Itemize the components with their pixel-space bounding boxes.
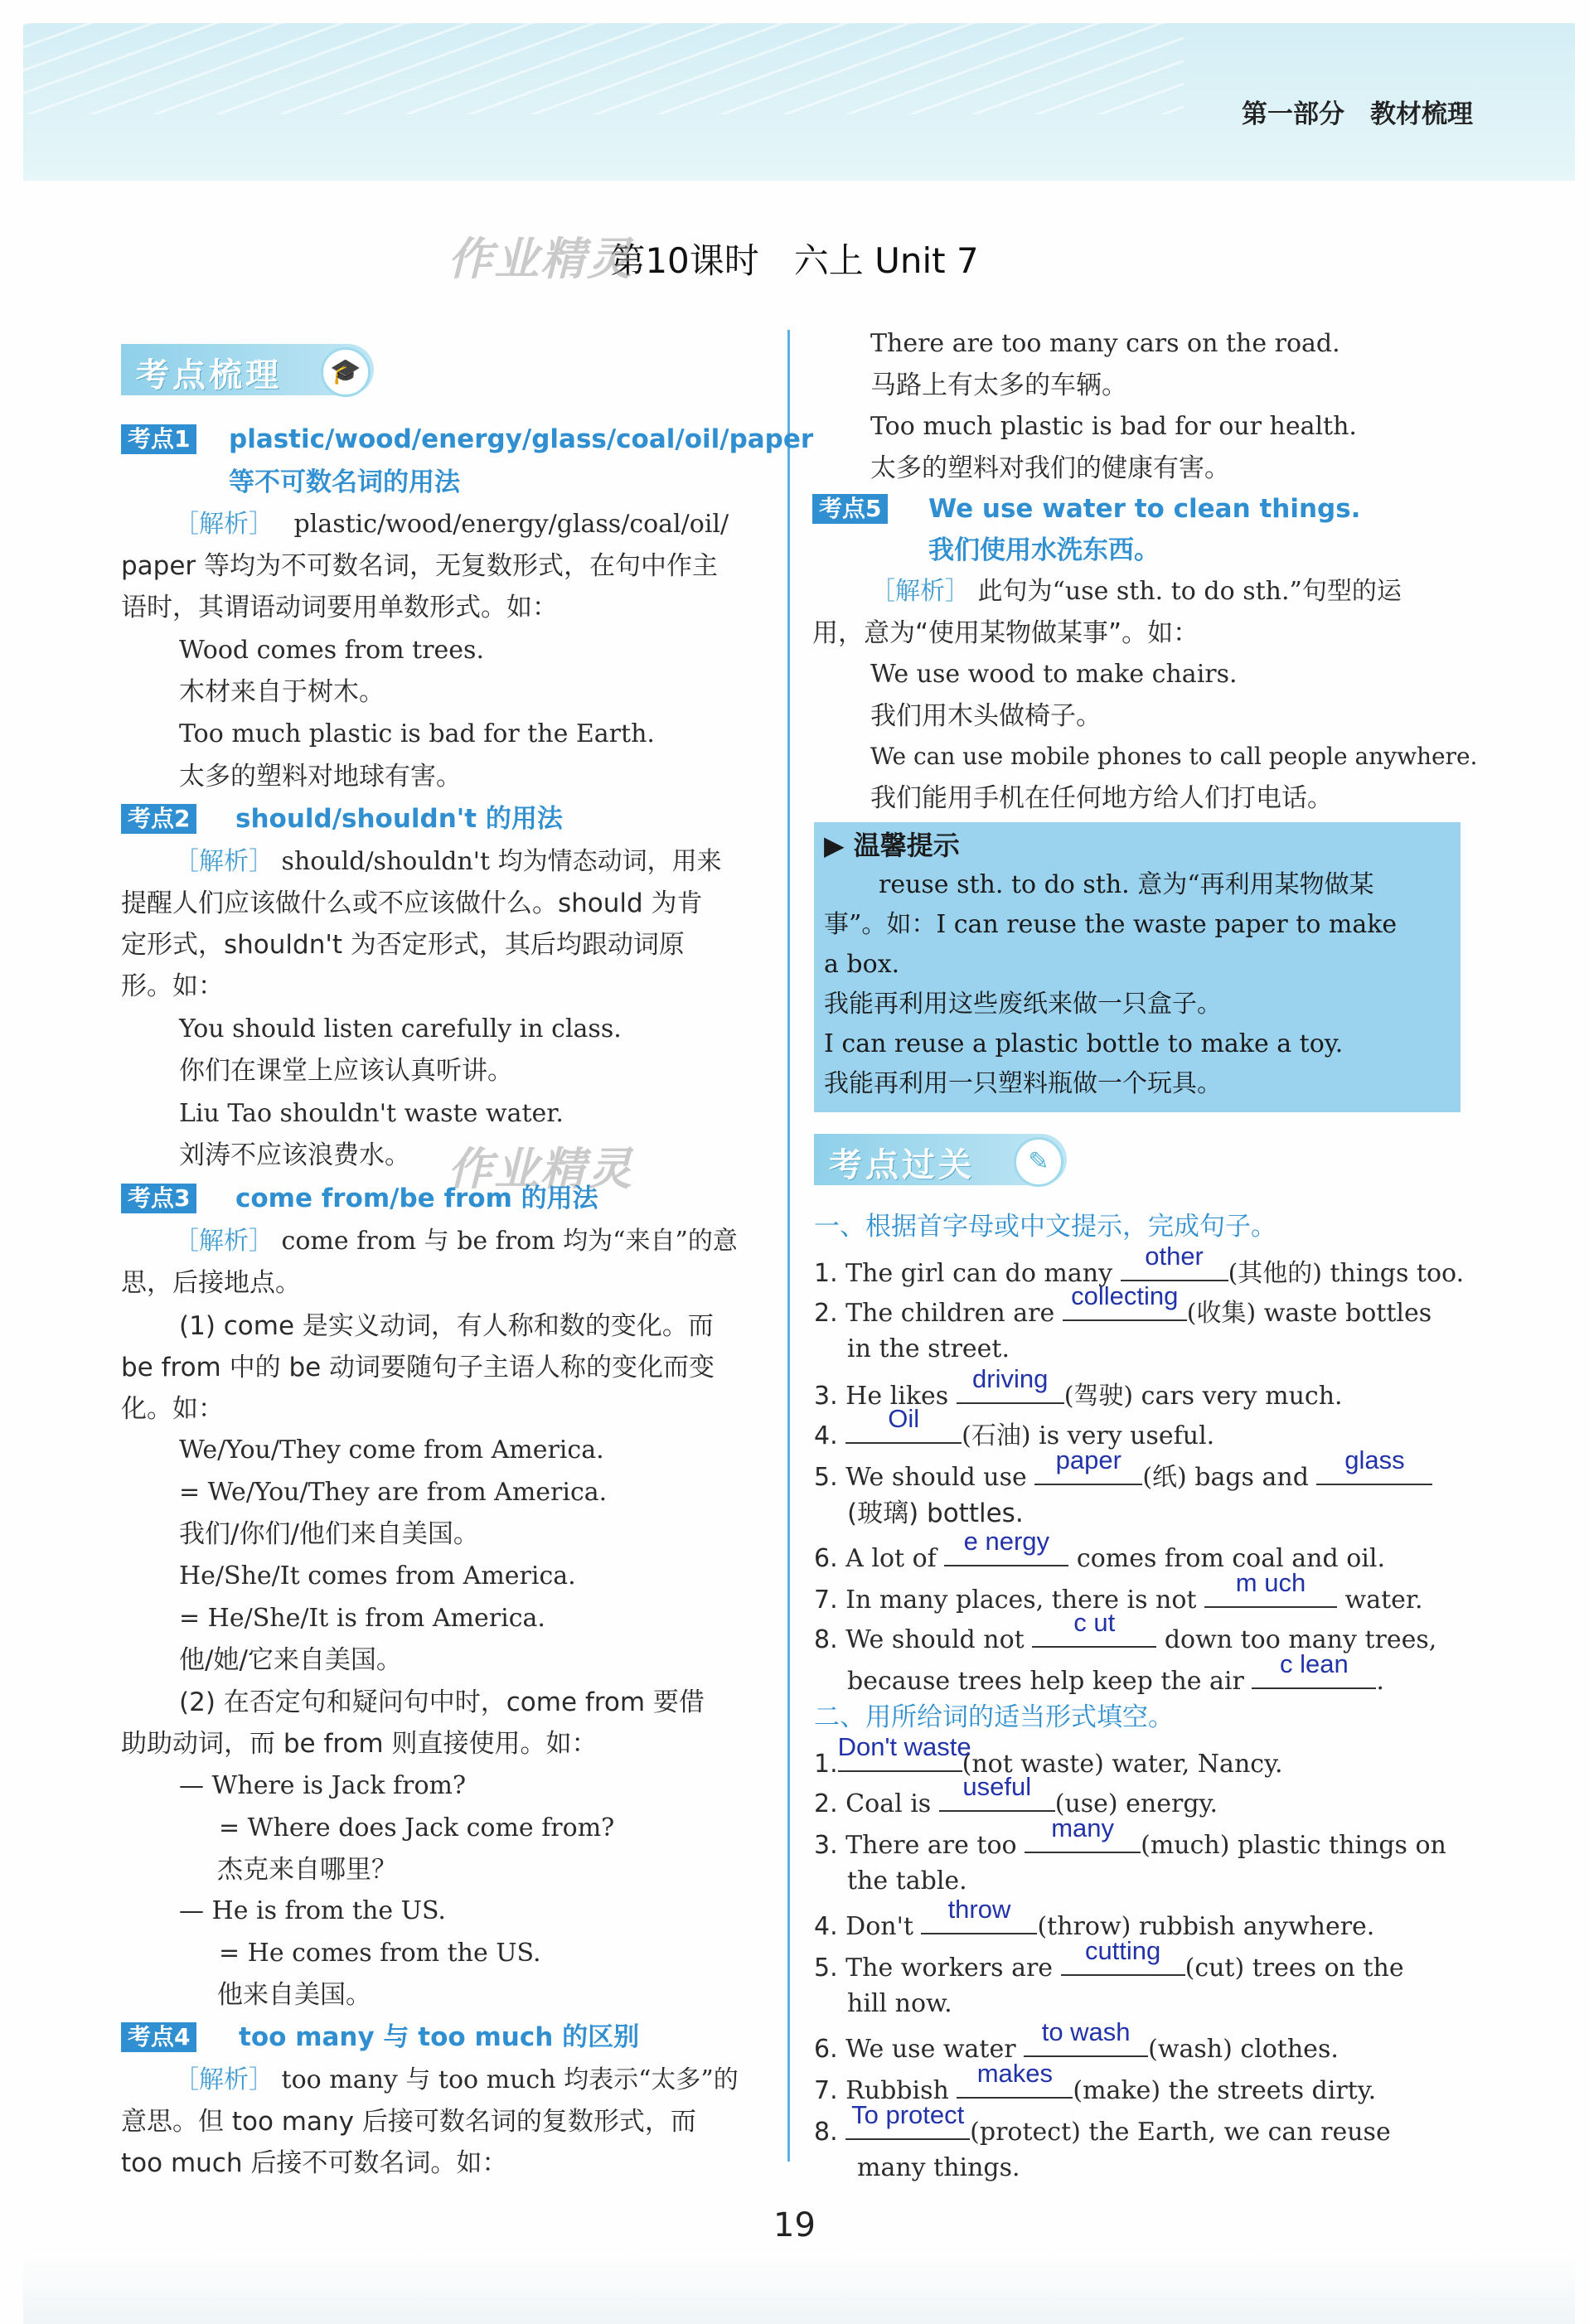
answer-blank: other [1121, 1252, 1228, 1281]
text-line: ［解析］ come from 与 be from 均为“来自”的意 [174, 1227, 738, 1256]
example-line: We use wood to make chairs. [870, 660, 1238, 689]
answer-blank: to wash [1024, 2027, 1148, 2057]
question-line: 3. There are too many (much) plastic things on [814, 1813, 1446, 1860]
text-line: 思，后接地点。 [121, 1268, 301, 1298]
bottom-band [23, 2254, 1575, 2324]
point-tag: 考点4 [121, 2022, 196, 2052]
text-line: 形。如： [121, 971, 224, 1001]
answer-blank: makes [957, 2069, 1073, 2099]
section-banner-practice: 考点过关 ✎ [814, 1134, 1067, 1185]
answer-blank: paper [1034, 1455, 1142, 1485]
text-line: paper 等均为不可数名词，无复数形式，在句中作主 [121, 551, 719, 581]
point-title: plastic/wood/energy/glass/coal/oil/paper [229, 424, 814, 454]
answer-blank: glass [1316, 1455, 1432, 1485]
question-line: 5. We should use paper (纸) bags and glass [814, 1455, 1432, 1494]
tip-line: I can reuse a plastic bottle to make a toy. [824, 1029, 1344, 1058]
example-line: — Where is Jack from? [179, 1771, 467, 1800]
answer-blank: c ut [1032, 1618, 1156, 1648]
example-line: We can use mobile phones to call people anywhere. [870, 743, 1478, 770]
example-line: Liu Tao shouldn't waste water. [179, 1099, 564, 1128]
analysis-label: ［解析］ [870, 577, 970, 606]
exercise-heading: 二、用所给词的适当形式填空。 [814, 1702, 1174, 1732]
example-line: 太多的塑料对我们的健康有害。 [870, 453, 1230, 483]
question-line: 2. The children are collecting (收集) waste bottles [814, 1281, 1432, 1328]
tip-line: reuse sth. to do sth. 意为“再利用某物做某 [879, 870, 1374, 899]
example-line: 我们能用手机在任何地方给人们打电话。 [870, 783, 1333, 813]
analysis-label: ［解析］ [174, 510, 261, 539]
text-line: ［解析］ 此句为“use sth. to do sth.”句型的运 [870, 577, 1402, 606]
graduation-cap-icon: 🎓 [321, 347, 371, 397]
question-line: in the street. [847, 1334, 1010, 1363]
watermark: 作业精灵 [448, 233, 633, 285]
point-tag: 考点3 [121, 1184, 196, 1213]
question-line: 1. Don't waste (not waste) water, Nancy. [814, 1732, 1283, 1779]
column-divider [787, 330, 790, 2162]
example-line: We/You/They come from America. [179, 1436, 604, 1465]
text-line: (2) 在否定句和疑问句中时，come from 要借 [179, 1687, 705, 1717]
answer-blank: e nergy [944, 1537, 1068, 1566]
question-line: many things. [857, 2153, 1020, 2182]
question-line: 4. Oil (石油) is very useful. [814, 1404, 1215, 1450]
analysis-label: ［解析］ [174, 847, 274, 876]
answer-blank: driving [957, 1374, 1064, 1404]
text-line: 用，意为“使用某物做某事”。如： [812, 618, 1199, 648]
example-line: Too much plastic is bad for the Earth. [179, 719, 655, 748]
point-tag: 考点1 [121, 424, 196, 454]
question-line: 2. Coal is useful (use) energy. [814, 1772, 1218, 1818]
answer-blank: useful [939, 1782, 1055, 1812]
question-line: 1. The girl can do many other (其他的) things too. [814, 1242, 1465, 1288]
watermark: 作业精灵 [448, 1143, 633, 1195]
point-title: come from/be from 的用法 [235, 1184, 598, 1213]
example-line: = He comes from the US. [219, 1939, 541, 1968]
point-title: We use water to clean things. [928, 494, 1361, 524]
example-line: 我们用木头做椅子。 [870, 701, 1102, 731]
question-line: hill now. [847, 1989, 952, 2018]
tip-line: 事”。如：I can reuse the waste paper to make [824, 910, 1398, 939]
text-line: ［解析］ should/shouldn't 均为情态动词，用来 [174, 847, 722, 876]
text-line: 意思。但 too many 后接可数名词的复数形式，而 [121, 2107, 696, 2137]
analysis-label: ［解析］ [174, 2065, 274, 2094]
question-line: 6. We use water to wash (wash) clothes. [814, 2017, 1339, 2064]
example-line: = Where does Jack come from? [219, 1813, 615, 1842]
point-tag: 考点5 [812, 494, 888, 524]
answer-blank: Oil [845, 1414, 962, 1444]
point-tag: 考点2 [121, 804, 196, 834]
question-line: 8. To protect (protect) the Earth, we can reuse [814, 2100, 1391, 2147]
section-banner-review: 考点梳理 🎓 [121, 344, 374, 395]
example-line: 我们/你们/他们来自美国。 [179, 1519, 479, 1549]
text-line: 定形式，shouldn't 为否定形式，其后均跟动词原 [121, 930, 685, 960]
page-number: 19 [773, 2206, 816, 2244]
example-line: 杰克来自哪里？ [217, 1855, 397, 1885]
answer-blank: cutting [1061, 1946, 1185, 1976]
example-line: 刘涛不应该浪费水。 [179, 1140, 410, 1170]
point-title: 我们使用水洗东西。 [928, 535, 1160, 565]
question-line: (玻璃) bottles. [847, 1498, 1024, 1528]
example-line: 太多的塑料对地球有害。 [179, 762, 462, 792]
answer-blank: c lean [1252, 1659, 1376, 1689]
example-line: 木材来自于树木。 [179, 677, 385, 707]
example-line: = He/She/It is from America. [179, 1604, 545, 1633]
tip-line: 我能再利用这些废纸来做一只盒子。 [824, 990, 1222, 1019]
example-line: You should listen carefully in class. [179, 1014, 622, 1043]
point-title: should/shouldn't 的用法 [235, 804, 563, 834]
chat-bubble-icon: ✎ [1014, 1137, 1063, 1187]
example-line: 马路上有太多的车辆。 [870, 370, 1127, 400]
text-line: 化。如： [121, 1394, 224, 1424]
example-line: 他来自美国。 [217, 1980, 371, 2010]
example-line: = We/You/They are from America. [179, 1478, 608, 1507]
question-line: 7. Rubbish makes (make) the streets dirty. [814, 2059, 1377, 2105]
tip-box [814, 822, 1461, 1112]
text-line: ［解析］ plastic/wood/energy/glass/coal/oil/ [174, 510, 729, 539]
point-title: 等不可数名词的用法 [229, 467, 460, 497]
analysis-label: ［解析］ [174, 1227, 274, 1256]
example-line: Too much plastic is bad for our health. [870, 412, 1357, 441]
answer-blank: Don't waste [838, 1742, 962, 1772]
question-line: 7. In many places, there is not m uch water. [814, 1568, 1423, 1615]
answer-blank: m uch [1204, 1578, 1337, 1608]
question-line: because trees help keep the air c lean . [847, 1649, 1384, 1696]
tip-line: a box. [824, 950, 900, 979]
question-line: 6. A lot of e nergy comes from coal and oil. [814, 1527, 1385, 1573]
answer-blank: collecting [1063, 1291, 1187, 1321]
example-line: There are too many cars on the road. [870, 329, 1340, 358]
question-line: 5. The workers are cutting (cut) trees on the [814, 1936, 1404, 1983]
tip-heading: ▶ 温馨提示 [824, 830, 960, 861]
page-title: 第10课时 六上 Unit 7 [610, 240, 979, 281]
text-line: be from 中的 be 动词要随句子主语人称的变化而变 [121, 1353, 715, 1382]
question-line: 4. Don't throw (throw) rubbish anywhere. [814, 1895, 1375, 1941]
example-line: 他/她/它来自美国。 [179, 1645, 402, 1675]
point-title: too many 与 too much 的区别 [239, 2022, 640, 2052]
tip-line: 我能再利用一只塑料瓶做一个玩具。 [824, 1069, 1222, 1098]
question-line: 8. We should not c ut down too many trees, [814, 1608, 1437, 1654]
example-line: He/She/It comes from America. [179, 1561, 576, 1590]
text-line: 助助动词，而 be from 则直接使用。如： [121, 1729, 598, 1759]
text-line: 提醒人们应该做什么或不应该做什么。should 为肯 [121, 888, 703, 918]
question-line: 3. He likes driving (驾驶) cars very much. [814, 1364, 1343, 1411]
example-line: — He is from the US. [179, 1896, 446, 1925]
answer-blank: throw [921, 1905, 1037, 1934]
answer-blank: many [1025, 1823, 1141, 1853]
exercise-heading: 一、根据首字母或中文提示，完成句子。 [814, 1212, 1277, 1242]
text-line: ［解析］ too many 与 too much 均表示“太多”的 [174, 2065, 739, 2094]
example-line: 你们在课堂上应该认真听讲。 [179, 1056, 513, 1086]
example-line: Wood comes from trees. [179, 636, 484, 665]
text-line: 语时，其谓语动词要用单数形式。如： [121, 593, 558, 622]
question-line: the table. [847, 1866, 967, 1896]
section-label: 第一部分 教材梳理 [1242, 99, 1473, 129]
text-line: too much 后接不可数名词。如： [121, 2148, 508, 2178]
answer-blank: To protect [845, 2110, 970, 2140]
text-line: (1) come 是实义动词，有人称和数的变化。而 [179, 1311, 714, 1341]
